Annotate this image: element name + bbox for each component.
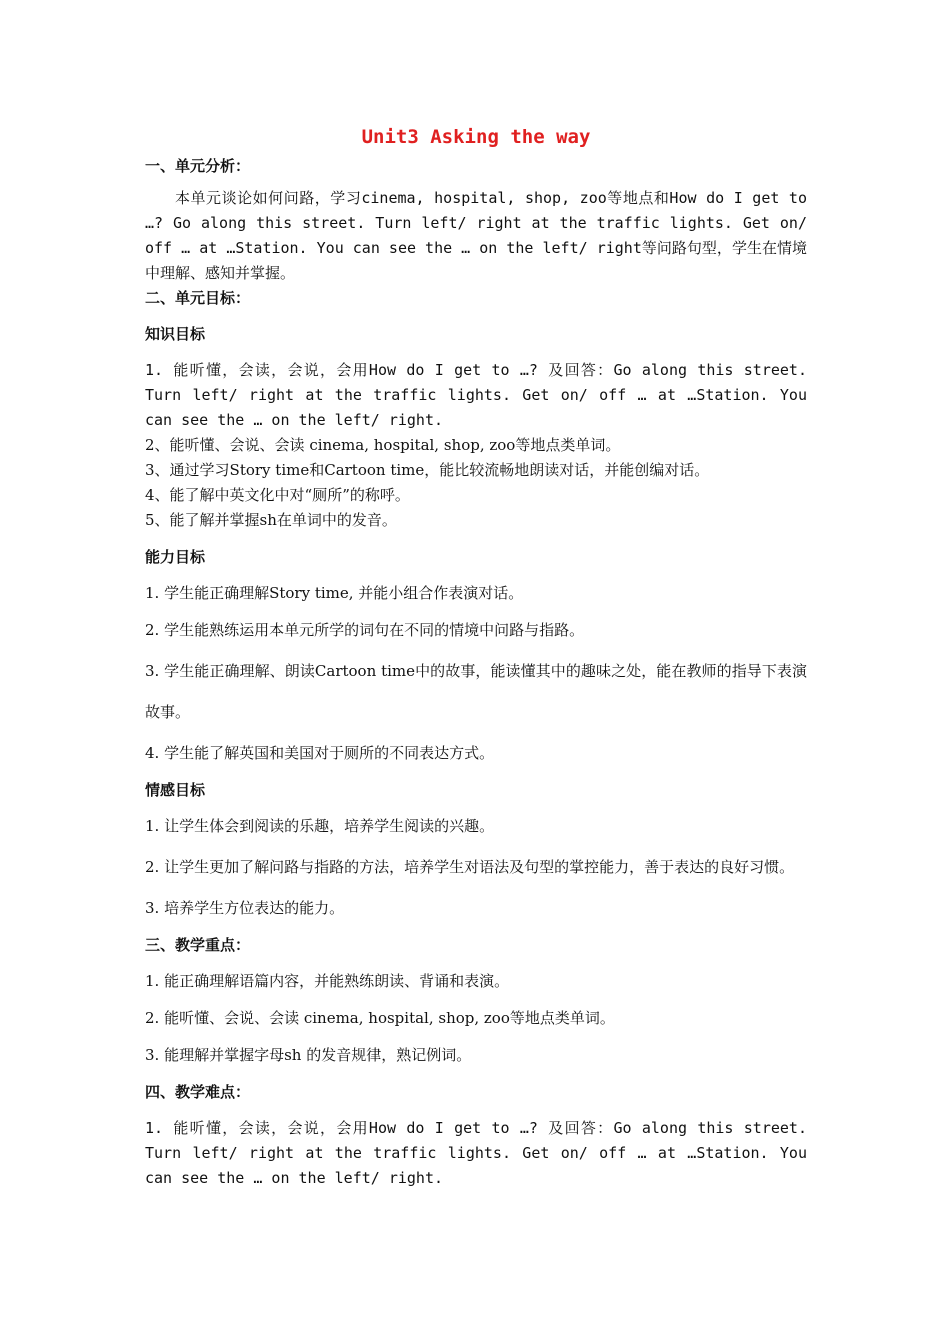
subheading-ability: 能力目标	[145, 548, 206, 566]
document-page	[145, 120, 807, 1191]
emotion-item-3: 3. 培养学生方位表达的能力。	[145, 899, 345, 917]
subheading-knowledge: 知识目标	[145, 325, 206, 343]
document-title: Unit3 Asking the way	[361, 126, 591, 148]
section-heading-goals: 二、单元目标：	[145, 289, 251, 307]
ability-item-2: 2. 学生能熟练运用本单元所学的词句在不同的情境中问路与指路。	[145, 621, 585, 639]
emotion-item-1: 1. 让学生体会到阅读的乐趣，培养学生阅读的兴趣。	[145, 817, 495, 835]
section-heading-analysis: 一、单元分析：	[145, 157, 251, 175]
subheading-emotion: 情感目标	[145, 781, 206, 799]
ability-item-1: 1. 学生能正确理解Story time, 并能小组合作表演对话。	[145, 584, 524, 602]
knowledge-item-4: 4、能了解中英文化中对“厕所”的称呼。	[145, 486, 410, 504]
emotion-item-2: 2. 让学生更加了解问路与指路的方法，培养学生对语法及句型的掌控能力，善于表达的良好习惯。	[145, 858, 795, 876]
knowledge-item-1: 1. 能听懂，会读，会说，会用How do I get to …? 及回答：Go along this street. Turn left/ right at the traffic lights. Get on/ off … at …Station. You can see the … on the left/ right.	[145, 361, 807, 429]
section-heading-difficulties: 四、教学难点：	[145, 1083, 251, 1101]
section-heading-key-points: 三、教学重点：	[145, 936, 251, 954]
key-point-item-3: 3. 能理解并掌握字母sh 的发音规律，熟记例词。	[145, 1046, 472, 1064]
analysis-paragraph: 本单元谈论如何问路，学习cinema, hospital, shop, zoo等地点和How do I get to …? Go along this street. Turn left/ right at the traffic lights. Get on/ off … at …Station. You can see the … on the left/ right等问路句型，学生在情境中理解、感知并掌握。	[145, 189, 807, 282]
knowledge-item-2: 2、能听懂、会说、会读 cinema, hospital, shop, zoo等地点类单词。	[145, 436, 621, 454]
knowledge-item-3: 3、通过学习Story time和Cartoon time，能比较流畅地朗读对话，并能创编对话。	[145, 461, 710, 479]
key-point-item-1: 1. 能正确理解语篇内容，并能熟练朗读、背诵和表演。	[145, 972, 510, 990]
ability-item-3: 3. 学生能正确理解、朗读Cartoon time中的故事，能读懂其中的趣味之处，能在教师的指导下表演故事。	[145, 662, 807, 721]
knowledge-item-5: 5、能了解并掌握sh在单词中的发音。	[145, 511, 397, 529]
ability-item-4: 4. 学生能了解英国和美国对于厕所的不同表达方式。	[145, 744, 495, 762]
key-point-item-2: 2. 能听懂、会说、会读 cinema, hospital, shop, zoo等地点类单词。	[145, 1009, 615, 1027]
difficulty-item-1: 1. 能听懂，会读，会说，会用How do I get to …? 及回答：Go along this street. Turn left/ right at the traffic lights. Get on/ off … at …Station. You can see the … on the left/ right.	[145, 1119, 807, 1187]
